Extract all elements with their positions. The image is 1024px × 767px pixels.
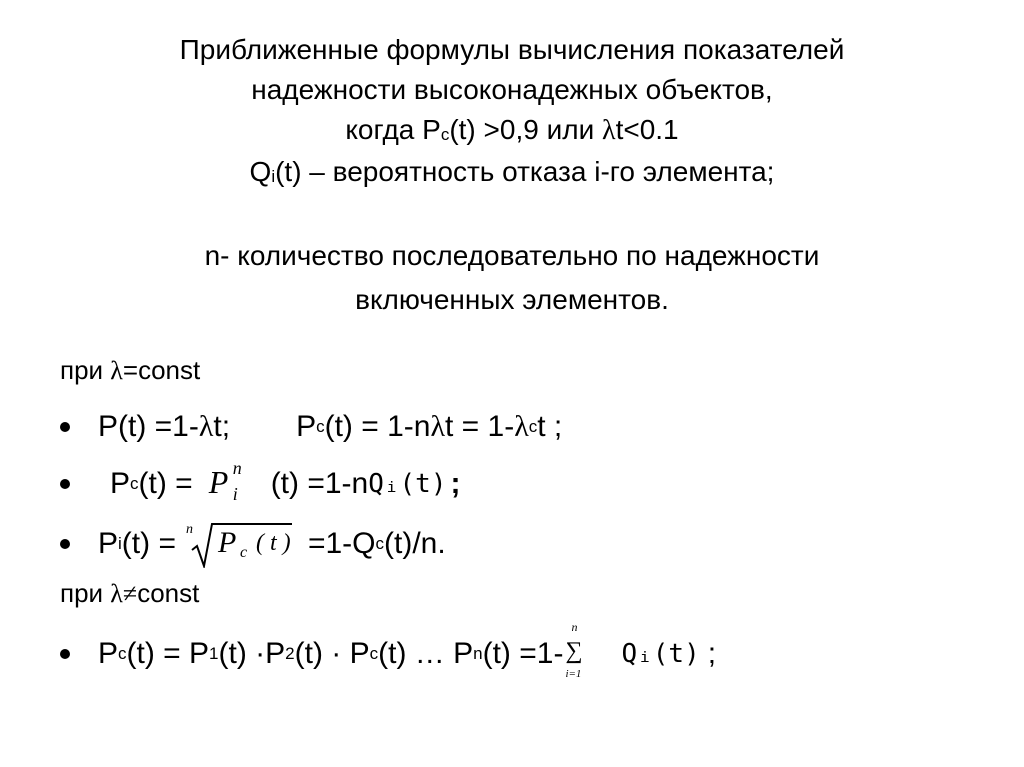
formula-bullet-3: P i (t) = n P c ( t ) =1-Q c (t)/n.	[58, 518, 446, 570]
formula-bullet-2: P c (t) = P n i (t) =1-n Qᵢ(t) ;	[58, 460, 461, 508]
condition-lambda-not-const: при λ≠const	[60, 578, 200, 608]
title-line-3: когда Pc(t) >0,9 или λt<0.1	[345, 114, 679, 146]
sum-sigma-icon: n ∑ i=1	[565, 620, 583, 680]
definition-q: Qi(t) – вероятность отказа i-го элемента;	[249, 156, 775, 187]
bullet-dot-icon	[60, 649, 70, 659]
definition-n-line-2: включенных элементов.	[355, 284, 669, 315]
condition-lambda-const: при λ=const	[60, 355, 201, 385]
title-line-1: Приближенные формулы вычисления показателей	[179, 34, 845, 65]
formula-bullet-4: P c (t) = P 1 (t) ·P 2 (t) · P c (t) … P n (t) =1- n ∑ i=1 Qᵢ(t) ;	[58, 622, 716, 686]
bullet-dot-icon	[60, 479, 70, 489]
formula-nth-root-image: n P c ( t )	[182, 520, 294, 568]
bullet-dot-icon	[60, 539, 70, 549]
title-line-2: надежности высоконадежных объектов,	[251, 74, 773, 105]
bullet-dot-icon	[60, 422, 70, 432]
formula-bullet-1: P(t) =1- λ t; P c (t) = 1-n λ t = 1- λ c t ;	[58, 405, 562, 449]
definition-n-line-1: n- количество последовательно по надежности	[204, 240, 820, 271]
formula-p-i-n-image: P n i	[208, 458, 242, 504]
slide-title	[0, 30, 1024, 155]
